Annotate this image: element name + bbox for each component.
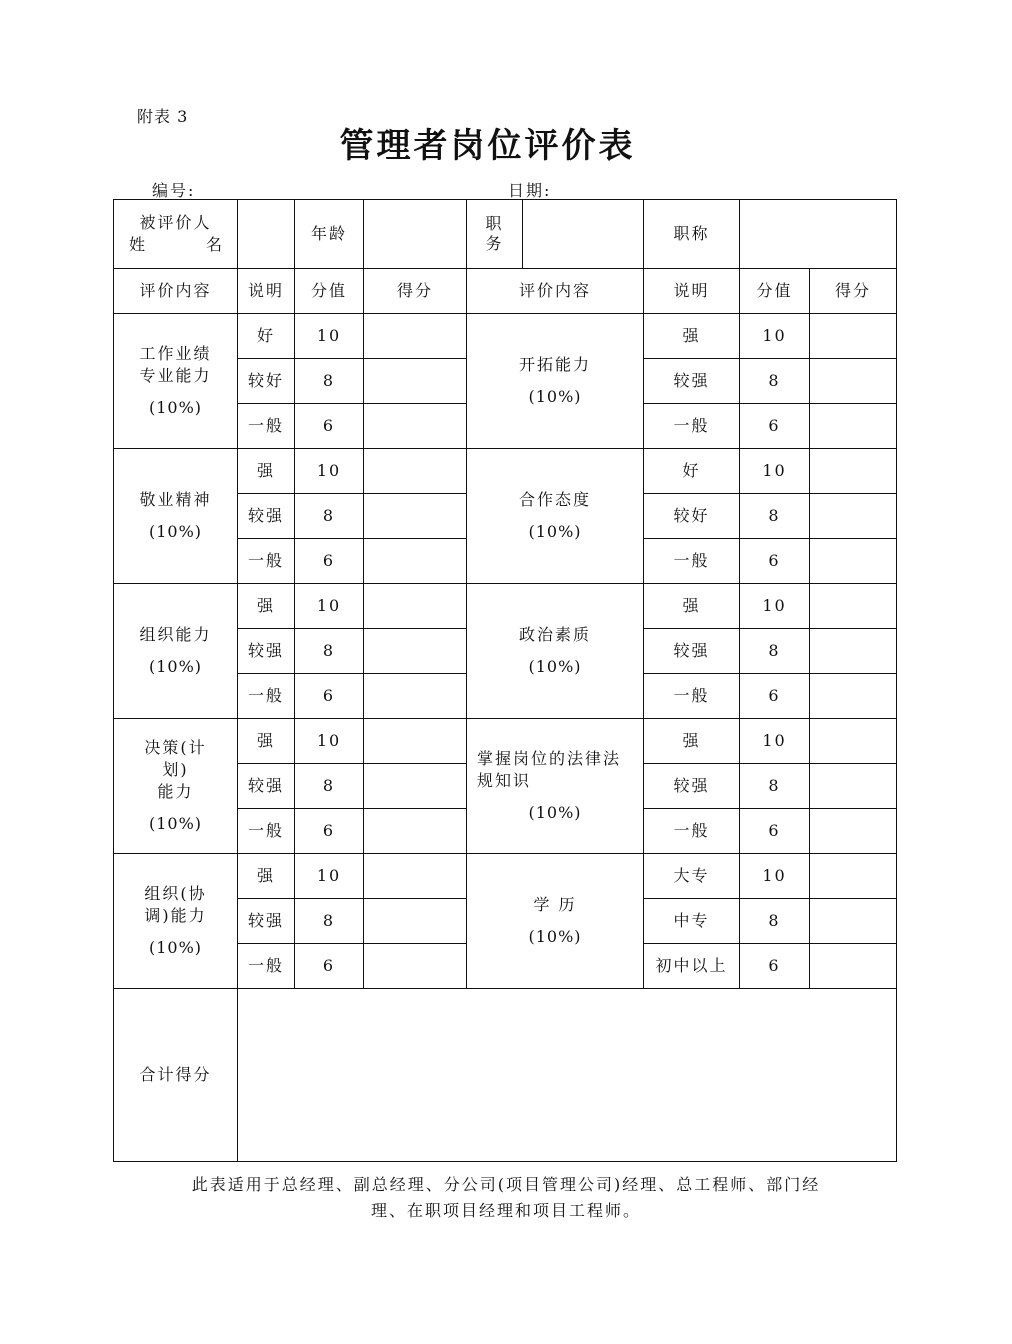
- obtained-score-field[interactable]: [810, 359, 897, 404]
- obtained-score-field[interactable]: [810, 449, 897, 494]
- obtained-score-field[interactable]: [810, 674, 897, 719]
- table-row: [114, 314, 897, 359]
- left-item-1: [114, 449, 238, 584]
- col-score-left: 分值: [295, 269, 364, 314]
- score-value: 8: [295, 764, 364, 809]
- score-value: 8: [295, 629, 364, 674]
- item-label-line: 组织(协: [144, 884, 207, 903]
- obtained-score-field[interactable]: [364, 719, 467, 764]
- level-desc: 较强: [238, 629, 295, 674]
- position-label-line2: 务: [485, 234, 504, 253]
- obtained-score-field[interactable]: [810, 629, 897, 674]
- score-value: 10: [740, 449, 810, 494]
- age-field[interactable]: [364, 200, 467, 269]
- obtained-score-field[interactable]: [364, 359, 467, 404]
- right-item-4: [467, 854, 644, 989]
- level-desc: 大专: [644, 854, 740, 899]
- obtained-score-field[interactable]: [364, 809, 467, 854]
- score-value: 10: [740, 584, 810, 629]
- table-row: [114, 854, 897, 899]
- score-value: 6: [295, 539, 364, 584]
- score-value: 8: [740, 899, 810, 944]
- obtained-score-field[interactable]: [810, 764, 897, 809]
- score-value: 10: [295, 719, 364, 764]
- score-value: 8: [295, 899, 364, 944]
- obtained-score-field[interactable]: [364, 674, 467, 719]
- appendix-label: 附表 3: [137, 107, 189, 126]
- item-weight: (10%): [148, 398, 203, 417]
- obtained-score-field[interactable]: [364, 449, 467, 494]
- score-value: 6: [295, 809, 364, 854]
- obtained-score-field[interactable]: [810, 314, 897, 359]
- obtained-score-field[interactable]: [810, 719, 897, 764]
- item-label-line: 规知识: [477, 771, 532, 790]
- score-value: 10: [295, 449, 364, 494]
- number-label: 编号:: [152, 181, 196, 200]
- level-desc: 一般: [644, 674, 740, 719]
- score-value: 10: [740, 854, 810, 899]
- obtained-score-field[interactable]: [810, 404, 897, 449]
- col-score-right: 分值: [740, 269, 810, 314]
- obtained-score-field[interactable]: [364, 584, 467, 629]
- title-label: 职称: [644, 200, 740, 269]
- level-desc: 较强: [644, 359, 740, 404]
- obtained-score-field[interactable]: [364, 494, 467, 539]
- item-label-line: 能力: [157, 782, 194, 801]
- total-label: 合计得分: [114, 989, 238, 1162]
- total-field[interactable]: [238, 989, 897, 1162]
- level-desc: 强: [238, 584, 295, 629]
- score-value: 6: [295, 944, 364, 989]
- level-desc: 一般: [238, 539, 295, 584]
- evaluation-table: [113, 199, 897, 1162]
- item-weight: (10%): [148, 522, 203, 541]
- col-obtained-right: 得分: [810, 269, 897, 314]
- title-field[interactable]: [740, 200, 897, 269]
- level-desc: 较好: [238, 359, 295, 404]
- level-desc: 一般: [238, 404, 295, 449]
- obtained-score-field[interactable]: [364, 854, 467, 899]
- level-desc: 一般: [644, 539, 740, 584]
- col-obtained-left: 得分: [364, 269, 467, 314]
- item-label-line: 掌握岗位的法律法: [477, 749, 622, 768]
- score-value: 6: [740, 674, 810, 719]
- item-label-line: 工作业绩: [139, 344, 212, 363]
- obtained-score-field[interactable]: [364, 944, 467, 989]
- obtained-score-field[interactable]: [810, 944, 897, 989]
- right-item-0: [467, 314, 644, 449]
- level-desc: 一般: [238, 944, 295, 989]
- item-label-line: 开拓能力: [518, 355, 591, 374]
- score-value: 10: [740, 719, 810, 764]
- left-item-4: [114, 854, 238, 989]
- score-value: 6: [295, 404, 364, 449]
- age-label: 年龄: [295, 200, 364, 269]
- item-rows: [114, 314, 897, 989]
- header-row: [114, 200, 897, 269]
- score-value: 6: [740, 944, 810, 989]
- col-desc-right: 说明: [644, 269, 740, 314]
- obtained-score-field[interactable]: [364, 899, 467, 944]
- item-weight: (10%): [148, 657, 203, 676]
- usage-note-line2: 理、在职项目经理和项目工程师。: [370, 1201, 641, 1220]
- left-item-0: [114, 314, 238, 449]
- level-desc: 一般: [238, 674, 295, 719]
- item-weight: (10%): [528, 803, 582, 822]
- obtained-score-field[interactable]: [364, 314, 467, 359]
- obtained-score-field[interactable]: [810, 854, 897, 899]
- item-label-line: 合作态度: [518, 490, 591, 509]
- position-field[interactable]: [523, 200, 644, 269]
- level-desc: 强: [238, 854, 295, 899]
- item-weight: (10%): [528, 927, 582, 946]
- right-item-1: [467, 449, 644, 584]
- evaluatee-name-label: [114, 200, 251, 269]
- item-label-line: 学 历: [533, 895, 577, 914]
- table-row: [114, 719, 897, 764]
- table-row: [114, 584, 897, 629]
- evaluatee-label-line2: 姓 名: [128, 235, 251, 254]
- position-label: [467, 200, 523, 269]
- obtained-score-field[interactable]: [810, 494, 897, 539]
- score-value: 8: [295, 494, 364, 539]
- score-value: 10: [295, 584, 364, 629]
- position-label-line1: 职: [485, 214, 504, 233]
- level-desc: 较好: [644, 494, 740, 539]
- score-value: 6: [740, 809, 810, 854]
- obtained-score-field[interactable]: [364, 539, 467, 584]
- obtained-score-field[interactable]: [364, 629, 467, 674]
- obtained-score-field[interactable]: [810, 584, 897, 629]
- level-desc: 强: [644, 719, 740, 764]
- score-value: 6: [295, 674, 364, 719]
- level-desc: 较强: [238, 494, 295, 539]
- level-desc: 一般: [644, 809, 740, 854]
- score-value: 8: [295, 359, 364, 404]
- obtained-score-field[interactable]: [364, 764, 467, 809]
- item-label-line: 敬业精神: [139, 490, 212, 509]
- left-item-3: [114, 719, 238, 854]
- score-value: 6: [740, 404, 810, 449]
- left-item-2: [114, 584, 238, 719]
- item-weight: (10%): [148, 938, 203, 957]
- score-value: 10: [740, 314, 810, 359]
- level-desc: 好: [238, 314, 295, 359]
- score-value: 8: [740, 764, 810, 809]
- level-desc: 中专: [644, 899, 740, 944]
- item-weight: (10%): [528, 657, 582, 676]
- col-desc-left: 说明: [238, 269, 295, 314]
- level-desc: 好: [644, 449, 740, 494]
- item-label-line: 政治素质: [518, 625, 591, 644]
- column-header-row: [114, 269, 897, 314]
- score-value: 6: [740, 539, 810, 584]
- item-weight: (10%): [528, 522, 582, 541]
- col-content-left: 评价内容: [114, 269, 238, 314]
- score-value: 8: [740, 359, 810, 404]
- col-content-right: 评价内容: [467, 269, 644, 314]
- level-desc: 一般: [644, 404, 740, 449]
- item-label-line: 专业能力: [139, 366, 212, 385]
- item-weight: (10%): [148, 814, 203, 833]
- total-row: [114, 989, 897, 1162]
- level-desc: 一般: [238, 809, 295, 854]
- score-value: 10: [295, 314, 364, 359]
- level-desc: 强: [644, 584, 740, 629]
- item-label-line: 组织能力: [139, 625, 212, 644]
- obtained-score-field[interactable]: [810, 539, 897, 584]
- evaluatee-label-line1: 被评价人: [139, 213, 212, 232]
- item-label-line: 决策(计: [144, 738, 207, 757]
- right-item-2: [467, 584, 644, 719]
- obtained-score-field[interactable]: [364, 404, 467, 449]
- score-value: 8: [740, 494, 810, 539]
- item-label-line: 划): [162, 760, 189, 779]
- form-title: 管理者岗位评价表: [339, 126, 636, 166]
- right-item-3: [467, 719, 644, 854]
- score-value: 8: [740, 629, 810, 674]
- usage-note-line1: 此表适用于总经理、副总经理、分公司(项目管理公司)经理、总工程师、部门经: [191, 1175, 821, 1194]
- level-desc: 较强: [644, 629, 740, 674]
- level-desc: 强: [238, 449, 295, 494]
- date-label: 日期:: [508, 181, 552, 200]
- level-desc: 较强: [644, 764, 740, 809]
- obtained-score-field[interactable]: [810, 899, 897, 944]
- level-desc: 强: [238, 719, 295, 764]
- usage-note: [0, 1172, 1012, 1224]
- level-desc: 较强: [238, 899, 295, 944]
- level-desc: 初中以上: [644, 944, 740, 989]
- item-weight: (10%): [528, 387, 582, 406]
- level-desc: 强: [644, 314, 740, 359]
- score-value: 10: [295, 854, 364, 899]
- table-row: [114, 449, 897, 494]
- level-desc: 较强: [238, 764, 295, 809]
- obtained-score-field[interactable]: [810, 809, 897, 854]
- item-label-line: 调)能力: [144, 906, 207, 925]
